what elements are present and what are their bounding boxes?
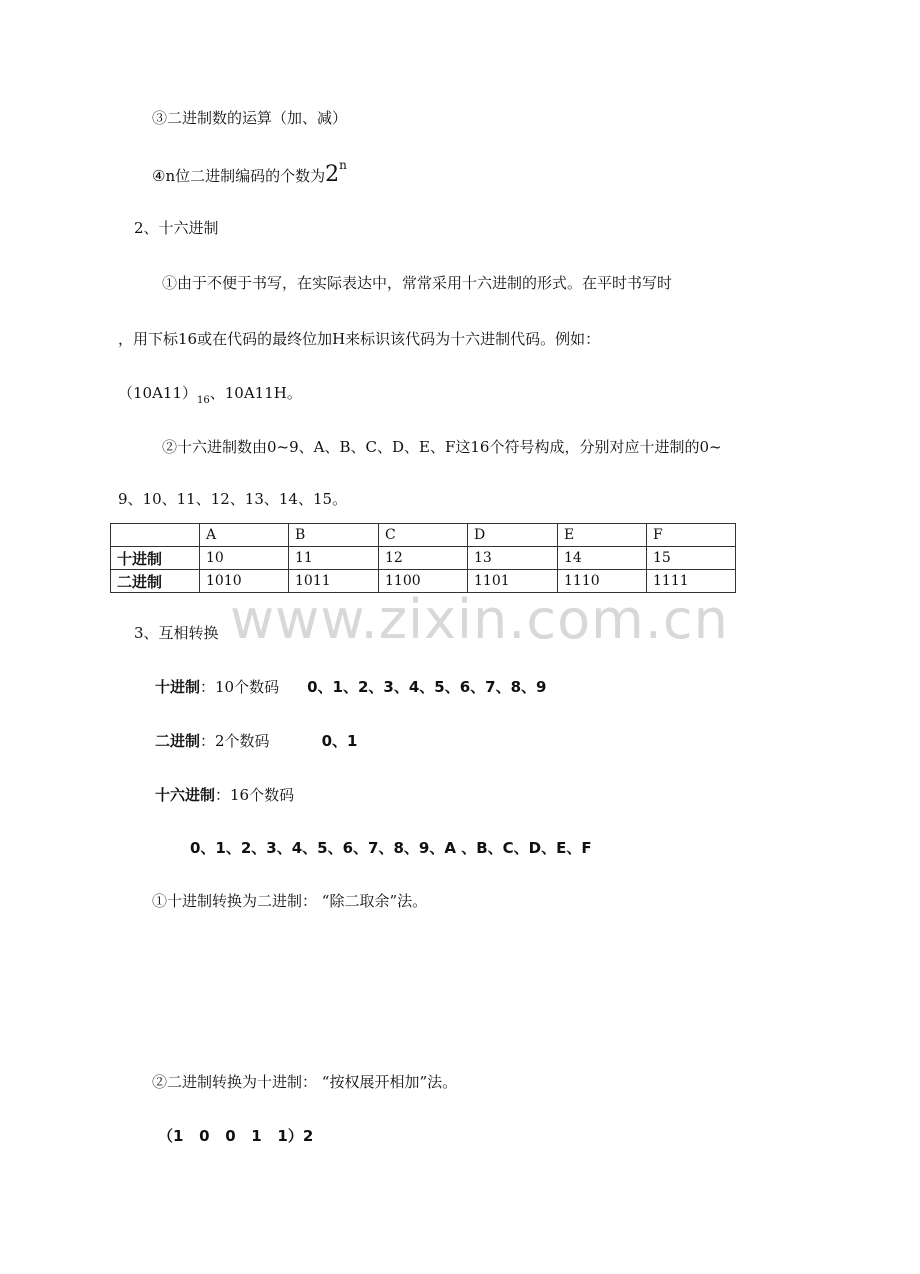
table-cell: 13 bbox=[468, 547, 558, 570]
hex-digits-line bbox=[155, 784, 294, 805]
table-cell: F bbox=[647, 524, 736, 547]
table-header-row bbox=[111, 524, 736, 547]
table-cell: B bbox=[289, 524, 379, 547]
line-binary-arithmetic: ③二进制数的运算（加、减） bbox=[152, 109, 348, 127]
conversion-table bbox=[110, 523, 736, 593]
hex-example-suffix: 、10A11H。 bbox=[209, 384, 302, 402]
decimal-digits-line bbox=[155, 676, 546, 697]
section-heading-hex: 2、十六进制 bbox=[134, 219, 219, 237]
table-cell: 1011 bbox=[289, 570, 379, 593]
binary-digits: 0、1 bbox=[321, 732, 358, 750]
hex-digits: 0、1、2、3、4、5、6、7、8、9、A 、B、C、D、E、F bbox=[190, 839, 592, 857]
paragraph-hex-intro: ①由于不便于书写，在实际表达中，常常采用十六进制的形式。在平时书写时 bbox=[162, 274, 673, 292]
table-cell bbox=[111, 524, 200, 547]
decimal-to-binary-method: ①十进制转换为二进制： “除二取余”法。 bbox=[152, 892, 428, 910]
paragraph-hex-symbols: ②十六进制数由0~9、A、B、C、D、E、F这16个符号构成，分别对应十进制的0~ bbox=[162, 438, 722, 456]
table-cell: 1100 bbox=[379, 570, 468, 593]
watermark: www.zixin.com.cn bbox=[230, 588, 729, 651]
table-cell: 15 bbox=[647, 547, 736, 570]
table-row bbox=[111, 547, 736, 570]
table-cell: 14 bbox=[558, 547, 647, 570]
table-cell: D bbox=[468, 524, 558, 547]
paragraph-hex-values: 9、10、11、12、13、14、15。 bbox=[118, 490, 348, 508]
table-row bbox=[111, 570, 736, 593]
decimal-count: ：10个数码 bbox=[200, 678, 280, 696]
decimal-digits: 0、1、2、3、4、5、6、7、8、9 bbox=[307, 678, 547, 696]
table-row-label: 十进制 bbox=[111, 547, 200, 570]
binary-example: （1 0 0 1 1）2 bbox=[158, 1127, 314, 1145]
line-binary-code-count bbox=[152, 158, 347, 187]
table-cell: 1111 bbox=[647, 570, 736, 593]
binary-digits-line bbox=[155, 730, 357, 751]
table-cell: 1110 bbox=[558, 570, 647, 593]
hex-example-paren: （10A11） bbox=[118, 384, 198, 402]
table-row-label: 二进制 bbox=[111, 570, 200, 593]
binary-label: 二进制 bbox=[155, 732, 201, 750]
table-cell: 1101 bbox=[468, 570, 558, 593]
table-cell: C bbox=[379, 524, 468, 547]
binary-to-decimal-method: ②二进制转换为十进制： “按权展开相加”法。 bbox=[152, 1073, 458, 1091]
table-cell: 12 bbox=[379, 547, 468, 570]
section-heading-conversion: 3、互相转换 bbox=[134, 624, 219, 642]
hex-label: 十六进制 bbox=[155, 786, 216, 804]
table-cell: A bbox=[200, 524, 289, 547]
power-exponent: n bbox=[339, 158, 347, 172]
hex-example bbox=[118, 382, 302, 406]
power-base: 2 bbox=[325, 162, 340, 187]
line-binary-code-count-text: ④n位二进制编码的个数为 bbox=[152, 167, 326, 185]
paragraph-hex-subscript: ，用下标16或在代码的最终位加H来标识该代码为十六进制代码。例如： bbox=[118, 330, 601, 348]
table-cell: 1010 bbox=[200, 570, 289, 593]
binary-count: ：2个数码 bbox=[200, 732, 270, 750]
table-cell: E bbox=[558, 524, 647, 547]
table-cell: 11 bbox=[289, 547, 379, 570]
decimal-label: 十进制 bbox=[155, 678, 201, 696]
table-cell: 10 bbox=[200, 547, 289, 570]
hex-count: ：16个数码 bbox=[215, 786, 295, 804]
hex-example-subscript: 16 bbox=[197, 395, 210, 406]
